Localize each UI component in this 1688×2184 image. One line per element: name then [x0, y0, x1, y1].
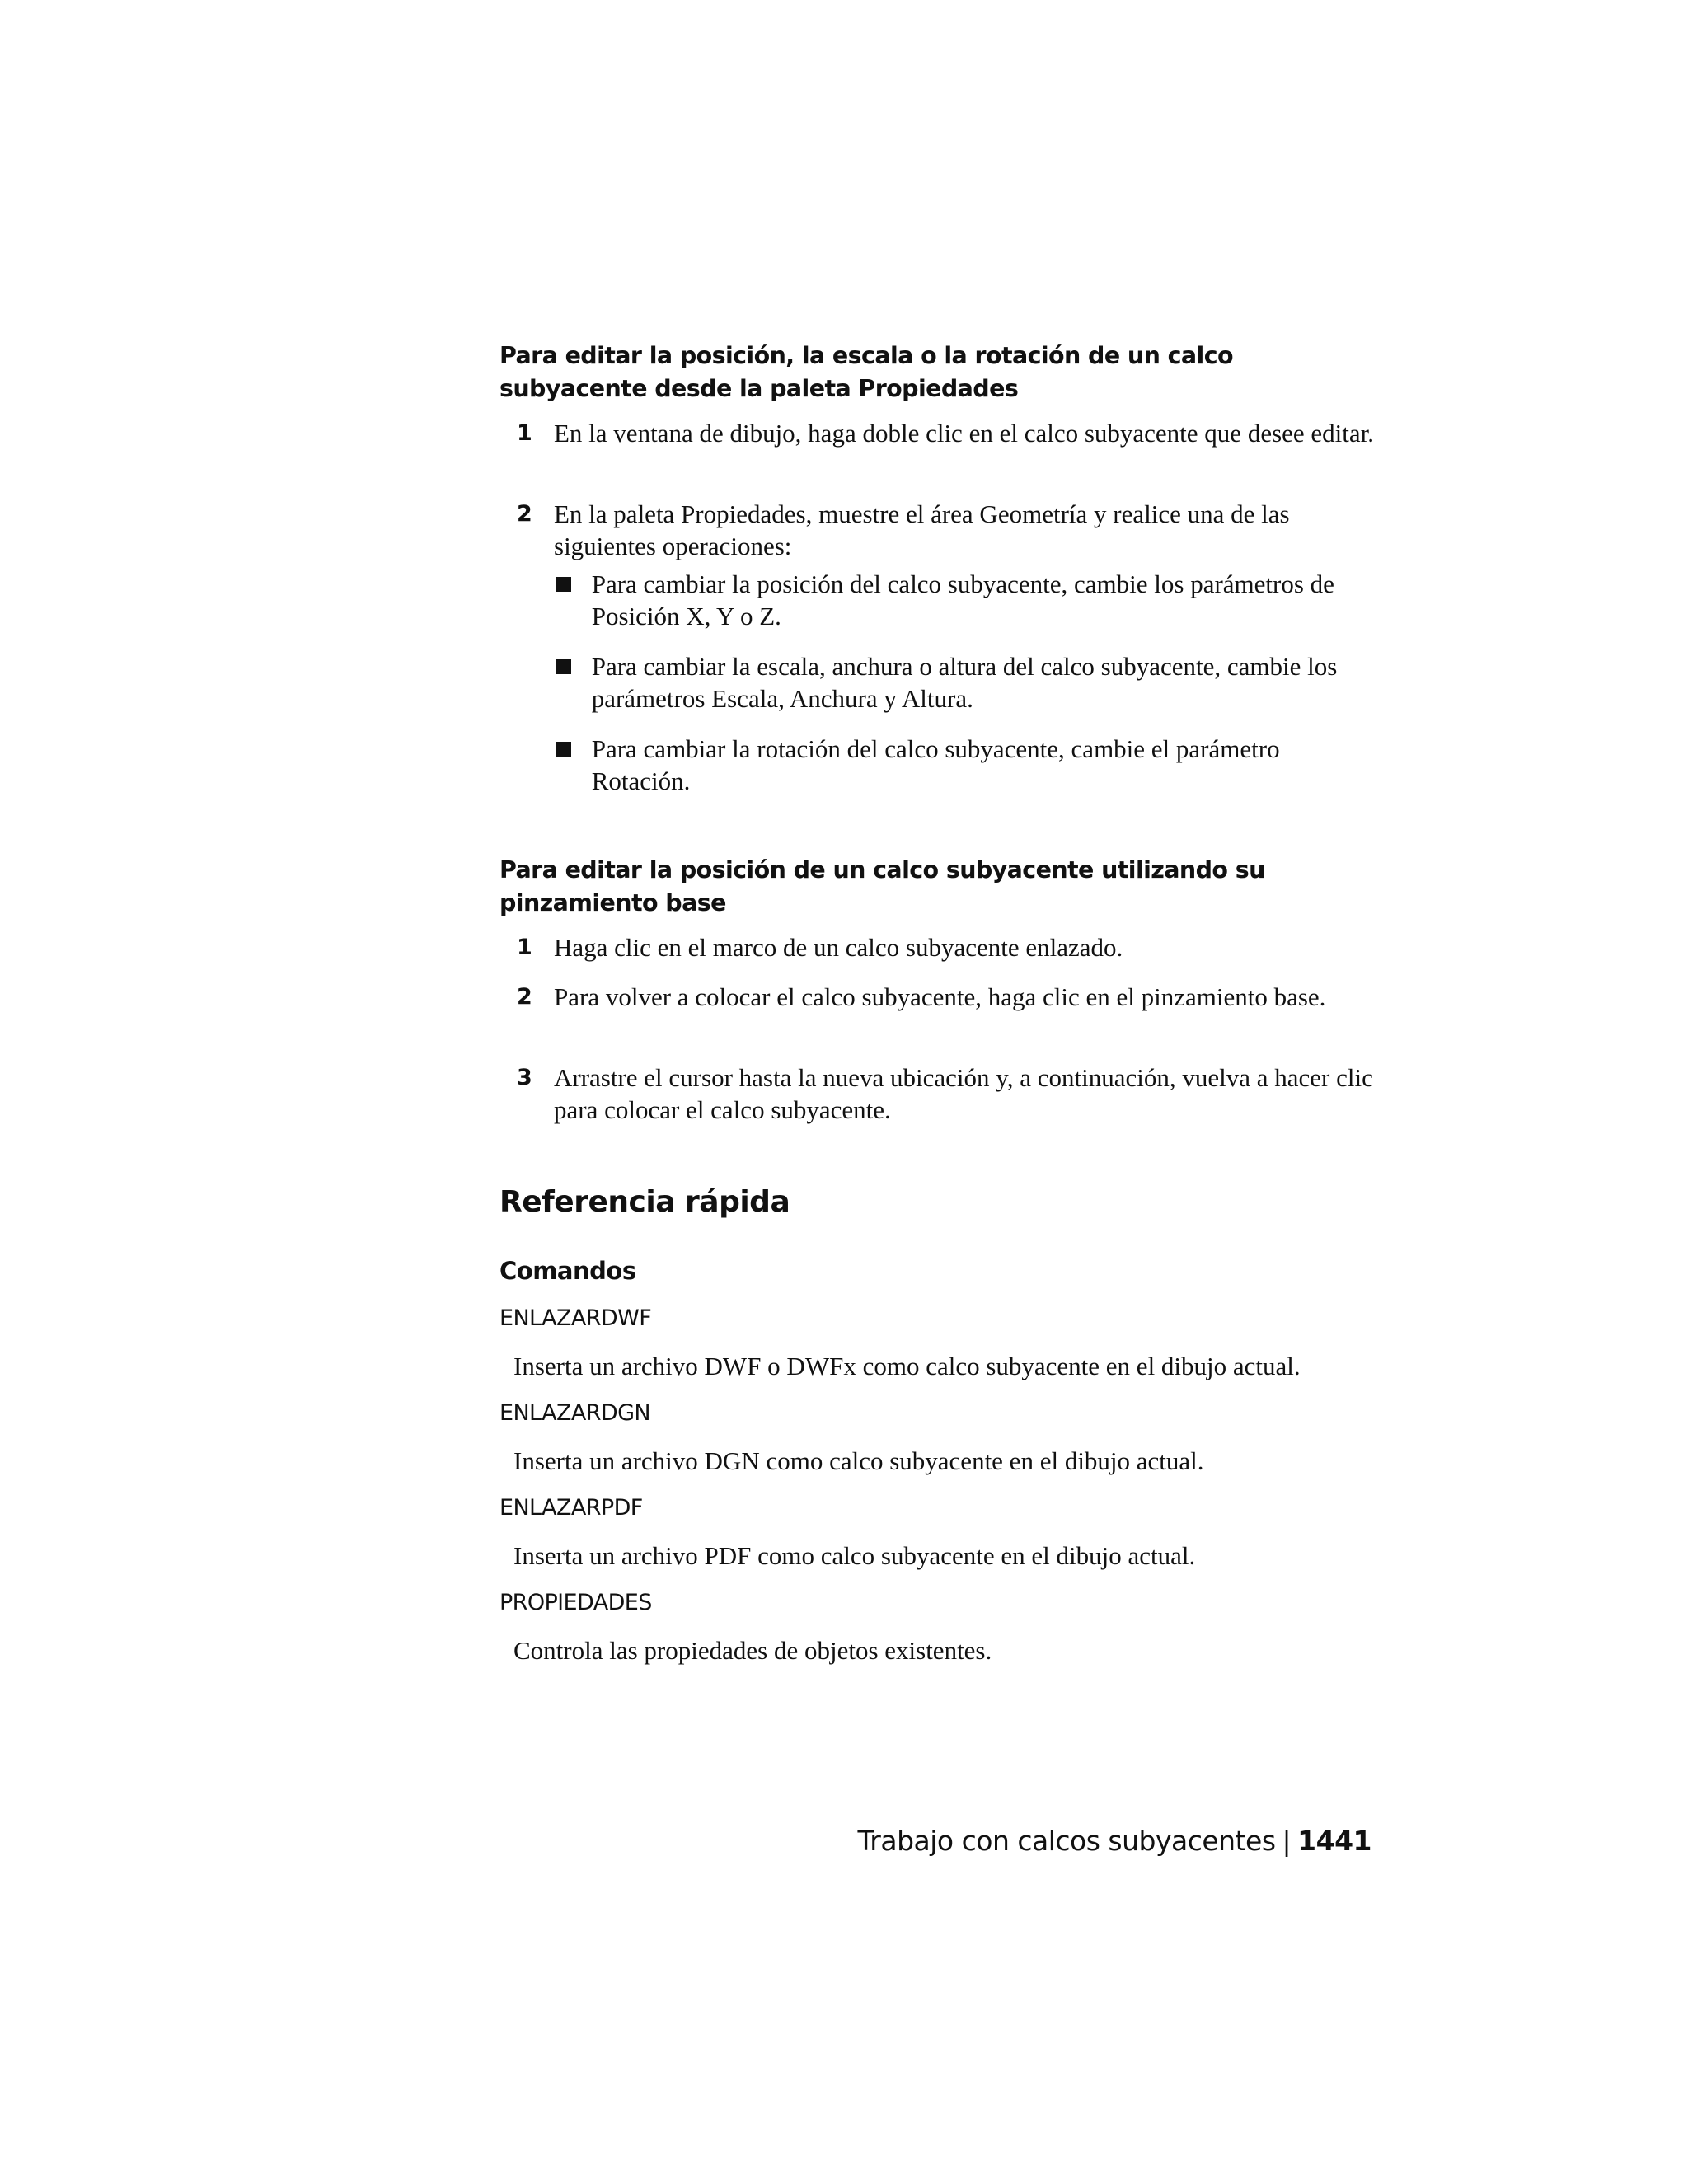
command-name: ENLAZARDWF [499, 1305, 652, 1331]
square-bullet-icon [554, 568, 592, 632]
bullet-text: Para cambiar la escala, anchura o altura del calco subyacente, cambie los parámetros Escala, Anchura y Altura. [591, 652, 1338, 713]
step-number: 1 [517, 935, 532, 960]
list-item [554, 568, 1378, 632]
list-item [554, 650, 1378, 715]
command-name: PROPIEDADES [499, 1590, 652, 1615]
footer-separator: | [1282, 1825, 1292, 1857]
command-description: Inserta un archivo PDF como calco subyacente en el dibujo actual. [513, 1541, 1196, 1570]
step-text: Para volver a colocar el calco subyacente, haga clic en el pinzamiento base. [554, 982, 1326, 1011]
list-item [499, 498, 1381, 562]
step-number: 2 [517, 984, 532, 1010]
footer-chapter-title: Trabajo con calcos subyacentes [857, 1825, 1276, 1857]
list-item [499, 931, 1381, 963]
step-number: 3 [517, 1065, 532, 1090]
section-title: Referencia rápida [499, 1185, 790, 1219]
step-text: Haga clic en el marco de un calco subyacente enlazado. [554, 933, 1123, 962]
list-item [499, 981, 1381, 1013]
step-number: 1 [517, 420, 532, 446]
list-item [554, 733, 1378, 797]
step-number: 2 [517, 501, 532, 527]
command-description: Controla las propiedades de objetos existentes. [513, 1636, 992, 1665]
procedure-title: Para editar la posición de un calco subyacente utilizando su pinzamiento base [499, 856, 1265, 916]
step-text: En la paleta Propiedades, muestre el área Geometría y realice una de las siguientes operaciones: [554, 499, 1290, 560]
subsection-title: Comandos [499, 1257, 636, 1285]
procedure-title: Para editar la posición, la escala o la rotación de un calco subyacente desde la paleta Propiedades [499, 342, 1233, 402]
list-item [499, 417, 1381, 449]
bullet-text: Para cambiar la rotación del calco subyacente, cambie el parámetro Rotación. [591, 734, 1280, 795]
command-description: Inserta un archivo DGN como calco subyacente en el dibujo actual. [513, 1446, 1204, 1475]
command-name: ENLAZARPDF [499, 1495, 643, 1521]
page-number: 1441 [1297, 1825, 1372, 1857]
square-bullet-icon [554, 733, 592, 797]
step-text: En la ventana de dibujo, haga doble clic en el calco subyacente que desee editar. [554, 419, 1375, 448]
square-bullet-icon [554, 650, 592, 715]
command-description: Inserta un archivo DWF o DWFx como calco subyacente en el dibujo actual. [513, 1352, 1301, 1380]
command-name: ENLAZARDGN [499, 1400, 651, 1426]
bullet-text: Para cambiar la posición del calco subyacente, cambie los parámetros de Posición X, Y o Z. [591, 569, 1334, 630]
page-footer [858, 1823, 1372, 1859]
step-text: Arrastre el cursor hasta la nueva ubicación y, a continuación, vuelva a hacer clic para colocar el calco subyacente. [554, 1063, 1373, 1124]
list-item [499, 1062, 1381, 1126]
